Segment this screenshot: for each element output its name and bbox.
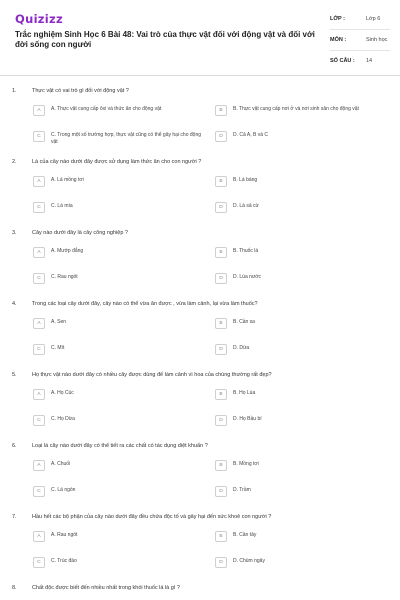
option-text: B. Thực vật cung cấp nơi ở và nơi sinh sản cho động vật [233,106,359,112]
option-text: B. Lá bàng [233,177,258,183]
option-text: A. Sen [51,319,67,325]
option-text: D. Dừa [233,345,250,351]
question-text: Hầu hết các bộ phận của cây nào dưới đây đều chứa độc tố và gây hại đến sức khoẻ con người ? [32,514,272,520]
option-letter-box: A [33,105,45,116]
option-text: D. Họ Bầu bí [233,416,262,422]
option-letter-box: A [33,318,45,329]
meta-value-subject: Sinh học [366,37,388,43]
question-block [0,581,400,600]
question-list [0,84,400,600]
question-number: 7. [12,514,17,520]
question-block [0,155,400,226]
option-text: D. Lúa nước [233,274,262,280]
question-text: Loại lá cây nào dưới đây có thể tiết ra các chất có tác dụng diệt khuẩn ? [32,443,208,449]
option-letter-box: C [33,486,45,497]
option-letter-box: D [215,486,227,497]
option-text: B. Họ Lúa [233,390,256,396]
option-text: A. Họ Cúc [51,390,74,396]
option-text: D. Chùm ngây [233,558,265,564]
question-text: Thực vật có vai trò gì đối với động vật ? [32,88,129,94]
question-block [0,84,400,155]
option-letter-box: D [215,273,227,284]
option-text: B. Cần sa [233,319,255,325]
meta-row-count [330,54,390,72]
question-number: 1. [12,88,17,94]
option-text: C. Trúc đào [51,558,77,564]
question-block [0,368,400,439]
option-letter-box: B [215,176,227,187]
option-letter-box: D [215,557,227,568]
option-letter-box: D [215,415,227,426]
option-letter-box: C [33,273,45,284]
option-text: A. Lá mồng tơi [51,177,84,183]
meta-label-subject: MÔN : [330,37,347,43]
meta-row-grade [330,12,390,30]
question-text: Cây nào dưới đây là cây công nghiệp ? [32,230,128,236]
option-text: D. Cả A, B và C [233,132,269,138]
option-text: D. Trầm [233,487,251,493]
option-letter-box: C [33,344,45,355]
option-letter-box: B [215,318,227,329]
option-text: A. Rau ngót [51,532,78,538]
meta-value-grade: Lớp 6 [366,16,381,22]
option-text: C. Trong một số trường hợp, thực vật cũng có thể gây hại cho động vật [51,132,201,145]
option-letter-box: B [215,389,227,400]
worksheet-title: Trắc nghiệm Sinh Học 6 Bài 48: Vai trò của thực vật đối với động vật và đối với đời sống con người [15,30,315,49]
option-letter-box: D [215,202,227,213]
question-block [0,226,400,297]
option-text: C. Lá ngón [51,487,76,493]
option-text: A. Mướp đắng [51,248,84,254]
option-letter-box: A [33,460,45,471]
option-letter-box: B [215,105,227,116]
question-block [0,297,400,368]
question-text: Lá của cây nào dưới đây được sử dụng làm thức ăn cho con người ? [32,159,202,165]
question-number: 2. [12,159,17,165]
option-letter-box: C [33,415,45,426]
option-letter-box: B [215,247,227,258]
question-number: 3. [12,230,17,236]
option-text: C. Mít [51,345,65,351]
question-block [0,510,400,581]
option-letter-box: D [215,131,227,142]
meta-label-count: SỐ CÂU : [330,58,355,64]
quizizz-logo: Quizizz [15,12,64,26]
option-text: C. Họ Dừa [51,416,75,422]
question-number: 8. [12,585,17,591]
worksheet-meta [330,12,390,75]
question-number: 4. [12,301,17,307]
option-letter-box: D [215,344,227,355]
question-number: 5. [12,372,17,378]
option-text: C. Lá mía [51,203,73,209]
option-letter-box: A [33,247,45,258]
worksheet-header [0,0,400,76]
option-letter-box: B [215,460,227,471]
option-letter-box: C [33,202,45,213]
option-text: B. Cần tây [233,532,257,538]
question-number: 6. [12,443,17,449]
option-text: D. Lá sả cừ [233,203,259,209]
meta-row-subject [330,33,390,51]
question-block [0,439,400,510]
option-text: C. Rau ngót [51,274,78,280]
option-text: B. Mồng tơi [233,461,259,467]
option-letter-box: C [33,131,45,142]
option-letter-box: A [33,176,45,187]
option-letter-box: A [33,531,45,542]
option-text: B. Thuốc lá [233,248,259,254]
question-text: Trong các loại cây dưới đây, cây nào có thể vừa ăn được , vừa làm cảnh, lại vừa làm thuốc? [32,301,258,307]
option-text: A. Thực vật cung cấp ôxi và thức ăn cho động vật [51,106,162,112]
question-text: Chất độc được biết đến nhiều nhất trong khói thuốc lá là gì ? [32,585,180,591]
question-text: Họ thực vật nào dưới đây có nhiều cây được dùng để làm cảnh vì hoa của chúng thường rất đẹp? [32,372,272,378]
option-letter-box: B [215,531,227,542]
option-letter-box: A [33,389,45,400]
option-text: A. Chuối [51,461,71,467]
meta-label-grade: LỚP : [330,16,345,22]
option-letter-box: C [33,557,45,568]
meta-value-count: 14 [366,58,373,64]
